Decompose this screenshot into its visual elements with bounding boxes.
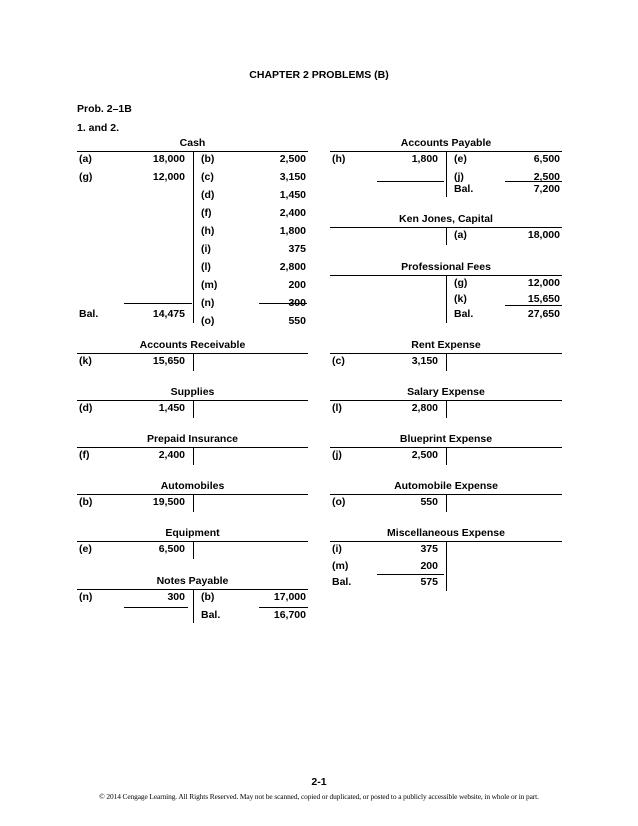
- credit-amount: 3,150: [279, 171, 306, 183]
- debit-amount: 2,400: [158, 449, 185, 461]
- balance-label: Bal.: [454, 183, 474, 195]
- debit-amount: 375: [420, 543, 438, 555]
- credit-amount: 2,400: [279, 207, 306, 219]
- credit-ref: (n): [201, 297, 215, 309]
- t-account-equipment: [77, 527, 308, 561]
- credit-amount: 17,000: [273, 591, 306, 603]
- balance-amount: 16,700: [273, 609, 306, 621]
- credit-ref: (h): [201, 225, 215, 237]
- credit-amount: 300: [288, 297, 306, 309]
- debit-ref: (b): [79, 496, 93, 508]
- debit-ref: (c): [332, 355, 345, 367]
- debit-amount: 1,450: [158, 402, 185, 414]
- credit-ref: (i): [201, 243, 211, 255]
- debit-amount: 12,000: [152, 171, 185, 183]
- credit-ref: (l): [201, 261, 211, 273]
- balance-label: Bal.: [79, 308, 99, 320]
- account-title: Automobile Expense: [394, 480, 498, 492]
- balance-label: Bal.: [332, 576, 352, 588]
- credit-ref: (j): [454, 171, 464, 183]
- account-title: Automobiles: [160, 480, 225, 492]
- credit-ref: (b): [201, 591, 215, 603]
- debit-ref: (h): [332, 153, 346, 165]
- t-account-supplies: [77, 386, 308, 420]
- t-account-accounts-payable: [330, 137, 562, 197]
- part-label: 1. and 2.: [77, 122, 120, 134]
- debit-amount: 550: [420, 496, 438, 508]
- credit-ref: (d): [201, 189, 215, 201]
- t-account-miscellaneous-expense: [330, 527, 562, 591]
- account-title: Salary Expense: [407, 386, 485, 398]
- debit-amount: 3,150: [411, 355, 438, 367]
- debit-ref: (m): [332, 560, 349, 572]
- balance-amount: 27,650: [527, 308, 560, 320]
- page-number: 2-1: [311, 776, 327, 788]
- credit-amount: 2,800: [279, 261, 306, 273]
- credit-ref: (m): [201, 279, 218, 291]
- credit-amount: 2,500: [533, 171, 560, 183]
- account-title: Rent Expense: [411, 339, 481, 351]
- account-title: Miscellaneous Expense: [387, 527, 505, 539]
- copyright-notice: © 2014 Cengage Learning. All Rights Reserved. May not be scanned, copied or duplicated, or posted to a publicly accessible website, in whole or in part.: [99, 792, 539, 801]
- debit-amount: 2,500: [411, 449, 438, 461]
- page-title: CHAPTER 2 PROBLEMS (B): [249, 69, 389, 81]
- credit-ref: (e): [454, 153, 467, 165]
- credit-amount: 18,000: [527, 229, 560, 241]
- debit-amount: 2,800: [411, 402, 438, 414]
- t-account-notes-payable: [77, 575, 308, 623]
- credit-ref: (o): [201, 315, 215, 327]
- debit-amount: 6,500: [158, 543, 185, 555]
- credit-ref: (g): [454, 277, 468, 289]
- debit-ref: (l): [332, 402, 342, 414]
- t-account-ken-jones-capital: [330, 213, 562, 247]
- debit-ref: (j): [332, 449, 342, 461]
- t-account-professional-fees: [330, 261, 562, 323]
- account-title: Prepaid Insurance: [146, 433, 239, 445]
- balance-amount: 7,200: [533, 183, 560, 195]
- problem-label: Prob. 2–1B: [77, 103, 132, 115]
- account-title: Ken Jones, Capital: [399, 213, 493, 225]
- account-title: Professional Fees: [401, 261, 491, 273]
- debit-ref: (f): [79, 449, 90, 461]
- t-account-prepaid-insurance: [77, 433, 308, 467]
- credit-amount: 1,450: [279, 189, 306, 201]
- balance-label: Bal.: [454, 308, 474, 320]
- account-title: Supplies: [170, 386, 215, 398]
- debit-ref: (d): [79, 402, 93, 414]
- debit-amount: 300: [167, 591, 185, 603]
- credit-ref: (k): [454, 293, 467, 305]
- t-account-salary-expense: [330, 386, 562, 420]
- credit-ref: (a): [454, 229, 467, 241]
- debit-amount: 1,800: [411, 153, 438, 165]
- debit-ref: (i): [332, 543, 342, 555]
- account-title: Accounts Payable: [400, 137, 492, 149]
- debit-ref: (n): [79, 591, 93, 603]
- credit-amount: 2,500: [279, 153, 306, 165]
- debit-ref: (o): [332, 496, 346, 508]
- credit-amount: 15,650: [527, 293, 560, 305]
- account-title: Accounts Receivable: [139, 339, 246, 351]
- debit-amount: 15,650: [152, 355, 185, 367]
- account-title: Equipment: [165, 527, 220, 539]
- credit-amount: 12,000: [527, 277, 560, 289]
- credit-amount: 550: [288, 315, 306, 327]
- balance-amount: 14,475: [152, 308, 185, 320]
- debit-amount: 200: [420, 560, 438, 572]
- t-account-accounts-receivable: [77, 339, 308, 373]
- debit-amount: 19,500: [152, 496, 185, 508]
- t-account-automobile-expense: [330, 480, 562, 514]
- credit-amount: 375: [288, 243, 306, 255]
- balance-amount: 575: [420, 576, 438, 588]
- debit-ref: (e): [79, 543, 92, 555]
- t-account-rent-expense: [330, 339, 562, 373]
- credit-ref: (c): [201, 171, 214, 183]
- account-title: Notes Payable: [156, 575, 229, 587]
- credit-amount: 1,800: [279, 225, 306, 237]
- credit-amount: 200: [288, 279, 306, 291]
- debit-ref: (g): [79, 171, 93, 183]
- credit-amount: 6,500: [533, 153, 560, 165]
- balance-label: Bal.: [201, 609, 221, 621]
- debit-amount: 18,000: [152, 153, 185, 165]
- credit-ref: (b): [201, 153, 215, 165]
- t-account-cash: [77, 137, 308, 327]
- t-account-blueprint-expense: [330, 433, 562, 467]
- credit-ref: (f): [201, 207, 212, 219]
- account-title: Blueprint Expense: [399, 433, 493, 445]
- debit-ref: (a): [79, 153, 92, 165]
- debit-ref: (k): [79, 355, 92, 367]
- t-account-automobiles: [77, 480, 308, 514]
- account-title: Cash: [179, 137, 206, 149]
